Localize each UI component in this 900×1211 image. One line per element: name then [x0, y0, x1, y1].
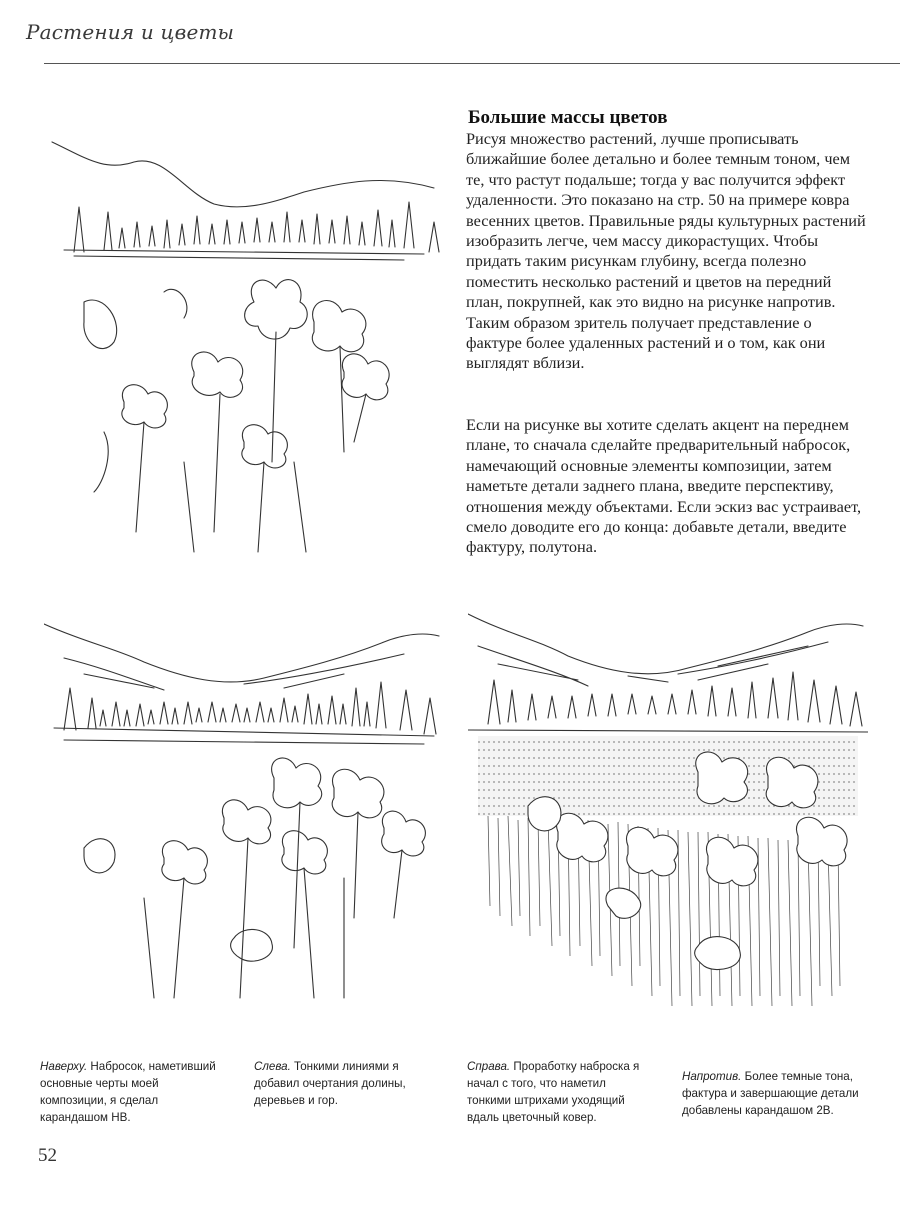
caption-opposite-lead: Напротив.	[682, 1070, 742, 1083]
sketch-illustration-right	[468, 606, 868, 1030]
section-title: Растения и цветы	[26, 20, 235, 44]
sketch-illustration-left	[44, 618, 444, 1010]
caption-right-lead: Справа.	[467, 1060, 511, 1073]
caption-top	[40, 1058, 220, 1126]
caption-left	[254, 1058, 424, 1109]
caption-right	[467, 1058, 643, 1126]
caption-top-text: Набросок, наметивший основные черты моей композиции, я сделал карандашом HB.	[40, 1060, 216, 1124]
caption-top-lead: Наверху.	[40, 1060, 88, 1073]
caption-opposite	[682, 1068, 862, 1119]
article-paragraph-1: Рисуя множество растений, лучше прописывать ближайшие более детально и более темным тоном, чем те, что растут подальше; тогда у вас получится эффект удаленности. Это показано на стр. 50 на примере ковра весенних цветов. Правильные ряды культурных растений изобразить легче, чем массу дикорастущих. Чтобы придать таким рисункам глубину, всегда полезно поместить несколько растений и цветов на передний план, покрупней, как это видно на рисунке напротив. Таким образом зритель получает представление о фактуре более удаленных растений и о том, как они выглядят вблизи.	[466, 129, 866, 373]
header-rule	[44, 63, 900, 64]
caption-opposite-text: Более темные тона, фактура и завершающие детали добавлены карандашом 2B.	[682, 1070, 859, 1117]
page-number: 52	[38, 1145, 57, 1166]
caption-right-text: Проработку наброска я начал с того, что наметил тонкими штрихами уходящий вдаль цветочный ковер.	[467, 1060, 640, 1124]
caption-left-text: Тонкими линиями я добавил очертания долины, деревьев и гор.	[254, 1060, 406, 1107]
caption-left-lead: Слева.	[254, 1060, 291, 1073]
article-paragraph-2: Если на рисунке вы хотите сделать акцент на переднем плане, то сначала сделайте предварительный набросок, намечающий основные элементы композиции, затем наметьте детали заднего плана, введите перспективу, отношения между объектами. Если эскиз вас устраивает, смело доводите его до конца: добавьте детали, введите фактуру, полутона.	[466, 415, 862, 557]
article-heading: Большие массы цветов	[468, 107, 668, 128]
sketch-illustration-top	[44, 132, 444, 562]
